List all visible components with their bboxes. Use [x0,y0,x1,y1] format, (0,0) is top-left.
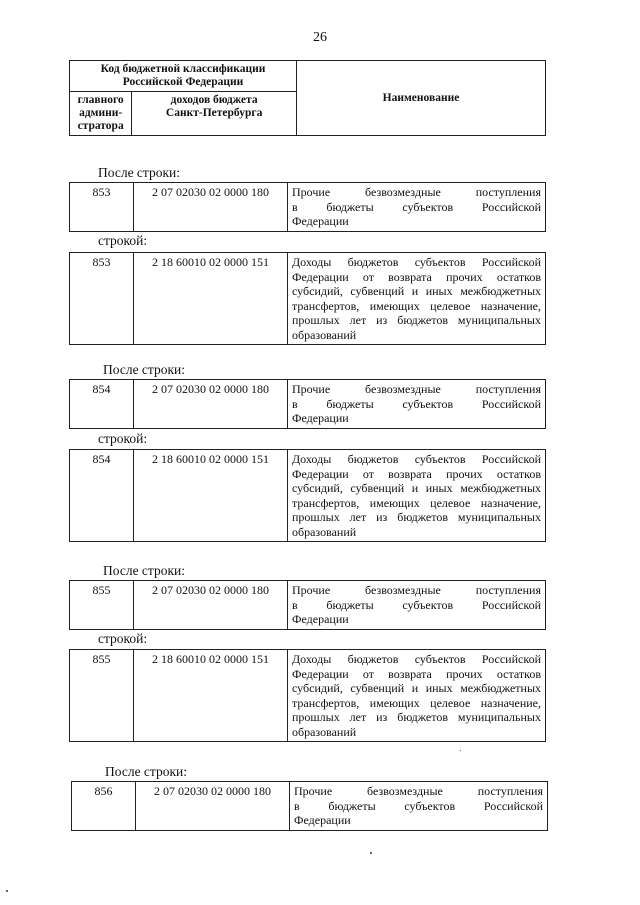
name-line: прошлых лет из бюджетов муниципальных [292,710,541,724]
income-name-cell [288,183,546,232]
name-line: Прочие безвозмездные поступления [294,784,543,798]
name-line: образований [292,327,357,342]
classification-title-line: Российской Федерации [122,76,244,88]
name-line: Прочие безвозмездные поступления [292,583,541,597]
replacement-label: строкой: [98,631,148,646]
income-code-cell: 2 18 60010 02 0000 151 [134,450,288,542]
after-row-label: После строки: [103,362,186,377]
replacement-label: строкой: [98,233,148,248]
admin-column-header [70,92,132,136]
income-code-cell: 2 07 02030 02 0000 180 [134,183,288,232]
existing-row-table [69,379,546,429]
income-name-cell [288,581,546,630]
name-line: субсидий, субвенций и иных межбюджетных [292,481,541,495]
income-column-header [132,92,297,136]
income-code-cell: 2 18 60010 02 0000 151 [134,650,288,742]
classification-header-table [69,60,546,136]
admin-code-cell: 854 [70,380,134,429]
name-line: Доходы бюджетов субъектов Российской [292,255,541,269]
name-line: Федерации [292,612,349,626]
income-header-line: доходов бюджета [170,94,258,106]
income-code-cell: 2 07 02030 02 0000 180 [134,380,288,429]
name-line: Федерации от возврата прочих остатков [292,269,541,284]
admin-code-cell: 855 [70,581,134,630]
name-column-header [297,61,546,136]
classification-title-cell [70,61,297,92]
name-line: в бюджеты субъектов Российской [294,798,543,813]
admin-header-line: главного [77,94,124,106]
name-line: прошлых лет из бюджетов муниципальных [292,313,541,327]
admin-code-cell: 853 [70,183,134,232]
name-line: Доходы бюджетов субъектов Российской [292,652,541,666]
scan-speck [460,750,461,751]
income-code-cell: 2 07 02030 02 0000 180 [136,782,290,831]
income-name-cell [288,380,546,429]
name-line: в бюджеты субъектов Российской [292,396,541,411]
after-row-label: После строки: [98,165,181,180]
name-line: Прочие безвозмездные поступления [292,382,541,396]
scan-speck [6,890,8,892]
name-column-label: Наименование [382,91,460,104]
name-line: субсидий, субвенций и иных межбюджетных [292,681,541,695]
new-row-table [69,252,546,345]
income-name-cell [290,782,548,831]
existing-row-table [69,580,546,630]
name-line: субсидий, субвенций и иных межбюджетных [292,284,541,298]
name-line: прошлых лет из бюджетов муниципальных [292,510,541,524]
income-header-line: Санкт-Петербурга [165,107,263,119]
admin-header-line: админи- [79,107,123,119]
admin-code-cell: 855 [70,650,134,742]
income-name-cell [288,253,546,345]
name-line: образований [292,524,357,539]
name-line: Прочие безвозмездные поступления [292,185,541,199]
admin-code-cell: 856 [72,782,136,831]
admin-code-cell: 853 [70,253,134,345]
admin-header-line: стратора [77,120,124,132]
replacement-label: строкой: [98,431,148,446]
classification-title-line: Код бюджетной классификации [100,63,266,75]
name-line: Федерации [292,214,349,228]
name-line: Федерации [292,411,349,425]
income-code-cell: 2 18 60010 02 0000 151 [134,253,288,345]
after-row-label: После строки: [105,764,188,779]
name-line: Федерации от возврата прочих остатков [292,666,541,681]
name-line: трансфертов, имеющих целевое назначение, [292,695,541,710]
name-line: трансфертов, имеющих целевое назначение, [292,495,541,510]
new-row-table [69,449,546,542]
scan-speck [370,852,372,854]
admin-code-cell: 854 [70,450,134,542]
name-line: Доходы бюджетов субъектов Российской [292,452,541,466]
name-line: Федерации от возврата прочих остатков [292,466,541,481]
name-line: Федерации [294,813,351,827]
name-line: в бюджеты субъектов Российской [292,199,541,214]
income-name-cell [288,650,546,742]
name-line: в бюджеты субъектов Российской [292,597,541,612]
income-code-cell: 2 07 02030 02 0000 180 [134,581,288,630]
existing-row-table [71,781,548,831]
after-row-label: После строки: [103,563,186,578]
new-row-table [69,649,546,742]
existing-row-table [69,182,546,232]
page-number: 26 [313,30,327,45]
name-line: трансфертов, имеющих целевое назначение, [292,298,541,313]
name-line: образований [292,724,357,739]
income-name-cell [288,450,546,542]
